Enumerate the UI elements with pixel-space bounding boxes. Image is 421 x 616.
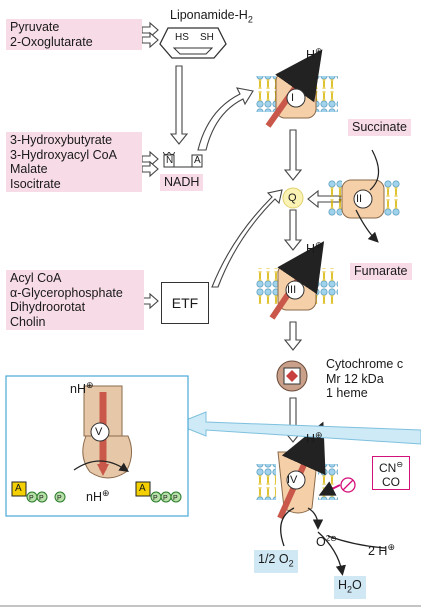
proton-gradient-arrow xyxy=(176,412,421,444)
proton-label-iii: H⊕ xyxy=(306,240,323,257)
proton-label-iv: H⊕ xyxy=(306,430,323,447)
substrate: Cholin xyxy=(10,314,46,329)
complex-iii-label: III xyxy=(287,284,297,296)
cytochrome-c xyxy=(277,361,307,391)
substrate: Acyl CoA xyxy=(10,271,62,285)
pi-p: P xyxy=(57,495,62,502)
fumarate-label: Fumarate xyxy=(350,263,412,280)
substrate: Pyruvate xyxy=(10,20,60,34)
complex-ii xyxy=(342,150,384,240)
substrate: Isocitrate xyxy=(10,176,61,191)
complex-v-label: V xyxy=(95,426,103,438)
substrate: α-Glycerophosphate xyxy=(10,285,123,300)
succinate-label: Succinate xyxy=(348,119,411,136)
adp-p2: P xyxy=(39,495,44,502)
sh-label: SH xyxy=(200,32,214,43)
complex-i-label: I xyxy=(291,92,295,104)
etf-box: ETF xyxy=(161,282,209,324)
proton-label-v-top: nH⊕ xyxy=(70,380,94,397)
substrates-group-1 xyxy=(6,19,142,50)
proton-label-v-bottom: nH⊕ xyxy=(86,488,110,505)
inhibitor-cn: CN⊖ xyxy=(378,459,404,475)
quinone-label: Q xyxy=(288,192,297,204)
substrate: 3-Hydroxybutyrate xyxy=(10,133,113,147)
atp-a-label: A xyxy=(139,483,146,494)
inhibitor-box xyxy=(372,456,410,490)
substrates-group-3 xyxy=(6,270,144,330)
atp-p2: P xyxy=(163,495,168,502)
atp-p3: P xyxy=(173,495,178,502)
substrates-group-2 xyxy=(6,132,142,192)
substrate: 3-Hydroxyacyl CoA xyxy=(10,147,117,162)
substrate: 2-Oxoglutarate xyxy=(10,34,93,49)
nadh-symbol: N A xyxy=(162,152,204,172)
substrate: Dihydroorotat xyxy=(10,300,86,314)
complex-ii-label: II xyxy=(356,193,363,205)
complex-iv-label: IV xyxy=(287,474,298,486)
adp-a-label: A xyxy=(15,483,22,494)
oxygen-label: 1/2 $O_2$ xyxy=(254,550,298,573)
o2minus-label: $O^{2⊖}$ xyxy=(316,534,337,550)
nadh-label: NADH xyxy=(160,174,203,191)
two-h-label: 2 H⊕ xyxy=(368,542,395,559)
hs-label: HS xyxy=(175,32,189,43)
adp-p1: P xyxy=(29,495,34,502)
substrate: Malate xyxy=(10,162,48,176)
inhibitor-co: CO xyxy=(382,474,400,489)
liponamide-label: Liponamide-$H_2$ xyxy=(170,8,253,25)
proton-label-i: H⊕ xyxy=(306,46,323,63)
liponamide-ring xyxy=(160,28,226,58)
atp-p1: P xyxy=(153,495,158,502)
water-label: $H_2O$ xyxy=(334,576,366,599)
cytochrome-label: Cytochrome c Mr 12 kDa 1 heme xyxy=(326,357,404,400)
